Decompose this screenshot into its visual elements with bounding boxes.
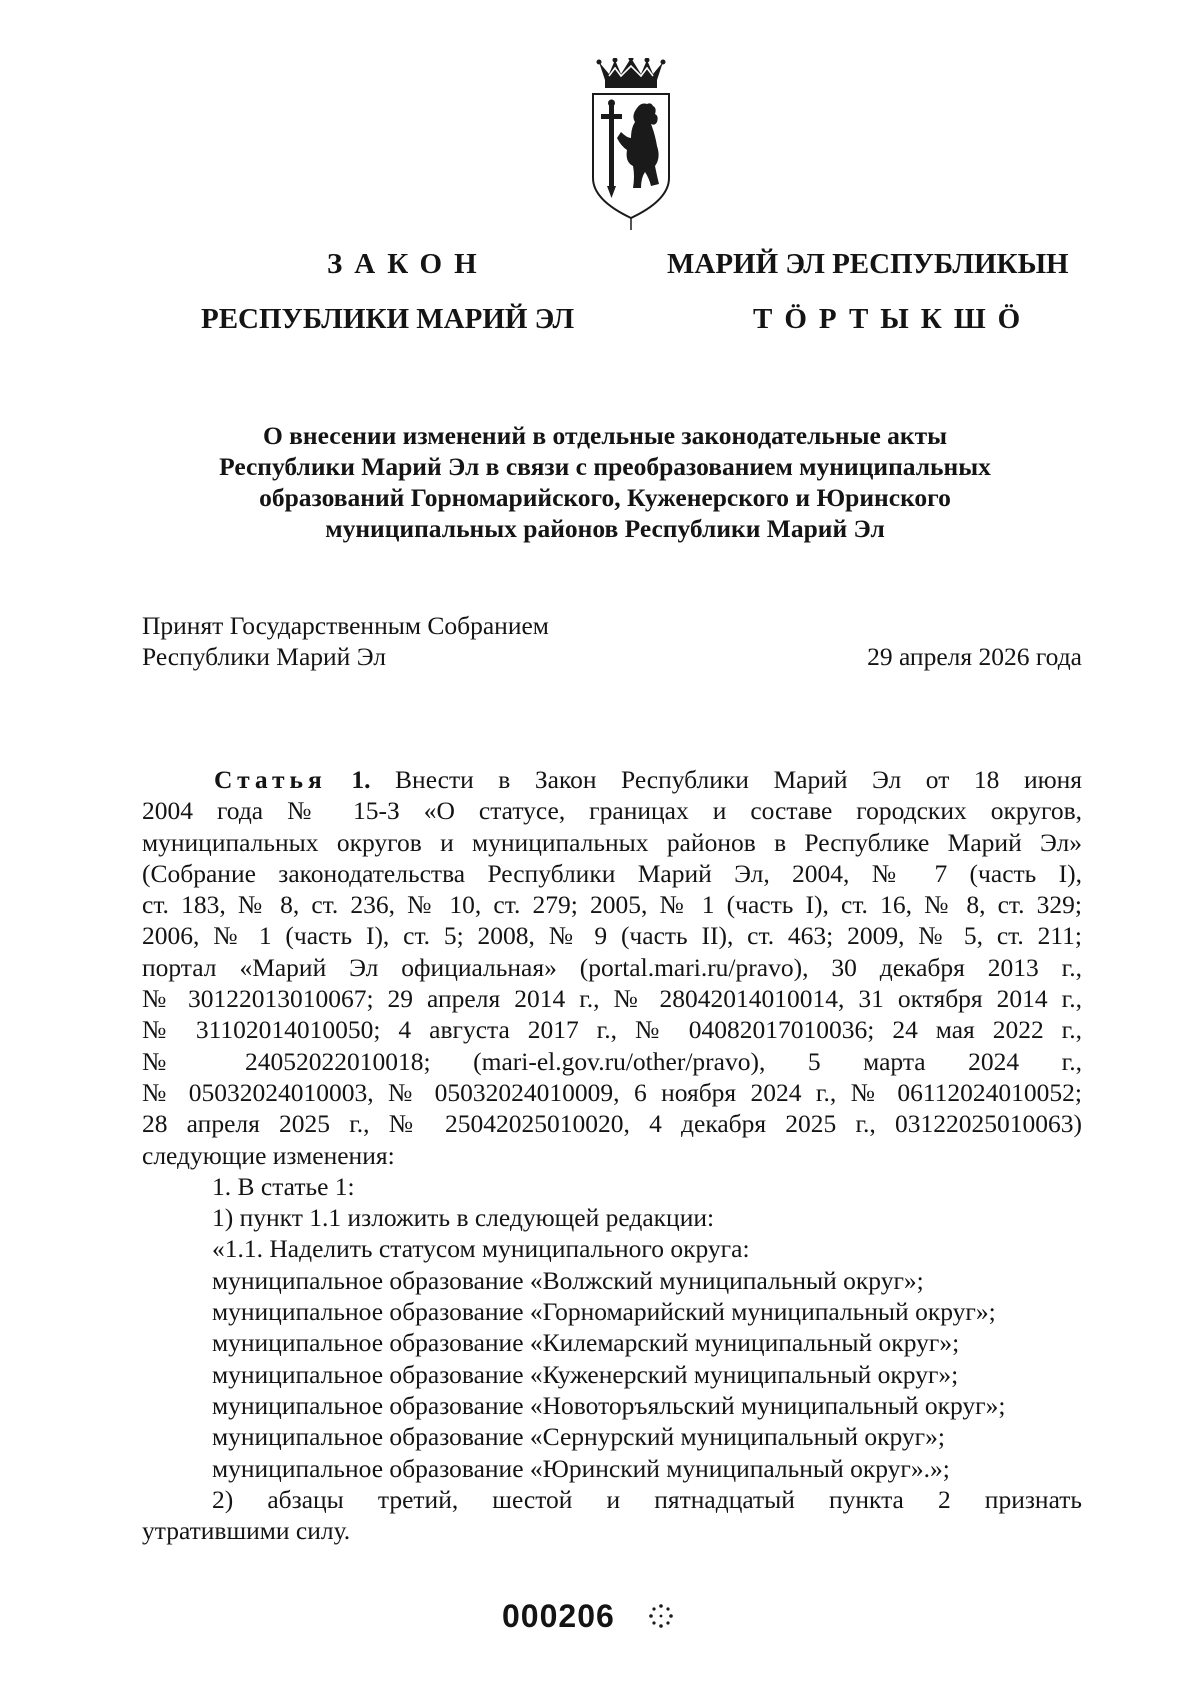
adopted-line: Республики Марий Эл (142, 642, 386, 671)
municipal-item: муниципальное образование «Горномарийский муниципальный округ»; (212, 1297, 996, 1327)
title-line: Республики Марий Эл в связи с преобразованием муниципальных (219, 452, 991, 481)
municipal-item: муниципальное образование «Юринский муниципальный округ».»; (212, 1453, 950, 1483)
body-line: № 30122013010067; 29 апреля 2014 г., № 28042014010014, 31 октября 2014 г., (142, 984, 1082, 1014)
article-text: Внести в Закон Республики Марий Эл от 18 июня (395, 765, 1082, 794)
stamp-dots-icon (648, 1603, 674, 1629)
title-line: муниципальных районов Республики Марий Эл (325, 514, 885, 543)
body-line: (Собрание законодательства Республики Марий Эл, 2004, № 7 (часть I), (142, 858, 1082, 888)
article-1 (142, 764, 1082, 1546)
item-1: 1. В статье 1: (212, 1171, 355, 1201)
law-title (130, 420, 1080, 544)
municipal-item: муниципальное образование «Куженерский муниципальный округ»; (212, 1359, 959, 1389)
header-zakon: ЗАКОН (327, 248, 489, 280)
header-republic-ru: РЕСПУБЛИКИ МАРИЙ ЭЛ (201, 303, 575, 335)
subitem-2: 2) абзацы третий, шестой и пятнадцатый пункта 2 признать (212, 1484, 1082, 1514)
body-line: 2006, № 1 (часть I), ст. 5; 2008, № 9 (часть II), ст. 463; 2009, № 5, ст. 211; (142, 921, 1082, 951)
mari-el-coat-of-arms-icon (585, 58, 677, 234)
municipal-item: муниципальное образование «Новоторъяльский муниципальный округ»; (212, 1390, 1006, 1420)
body-line: муниципальных округов и муниципальных районов в Республике Марий Эл» (142, 827, 1082, 857)
municipal-item: муниципальное образование «Волжский муниципальный округ»; (212, 1265, 924, 1295)
header-tortykshyo: ТӦРТЫКШӦ (753, 303, 1033, 335)
article-label: Статья (214, 765, 327, 794)
subitem-1: 1) пункт 1.1 изложить в следующей редакции: (212, 1203, 715, 1233)
body-line: 28 апреля 2025 г., № 25042025010020, 4 декабря 2025 г., 03122025010063) (142, 1109, 1082, 1139)
title-line: образований Горномарийского, Куженерского и Юринского (259, 483, 951, 512)
article-first-line (142, 764, 1082, 795)
adopted-line: Принят Государственным Собранием (142, 611, 549, 640)
body-line: № 05032024010003, № 05032024010009, 6 ноября 2024 г., № 06112024010052; (142, 1077, 1082, 1107)
quote-intro: «1.1. Наделить статусом муниципального округа: (212, 1234, 750, 1264)
municipal-item: муниципальное образование «Килемарский муниципальный округ»; (212, 1328, 960, 1358)
body-line: № 31102014010050; 4 августа 2017 г., № 04082017010036; 24 мая 2022 г., (142, 1015, 1082, 1045)
title-line: О внесении изменений в отдельные законодательные акты (262, 421, 948, 450)
body-line: 2004 года № 15-З «О статусе, границах и составе городских округов, (142, 796, 1082, 826)
adopted-date: 29 апреля 2026 года (867, 642, 1082, 671)
article-number: 1. (351, 765, 371, 794)
subitem-2-end: утратившими силу. (142, 1516, 351, 1546)
municipal-item: муниципальное образование «Сернурский муниципальный округ»; (212, 1422, 945, 1452)
body-line: следующие изменения: (142, 1140, 395, 1170)
adopted-by (142, 610, 549, 672)
header-republic-mari: МАРИЙ ЭЛ РЕСПУБЛИКЫН (667, 248, 1069, 280)
body-line: портал «Марий Эл официальная» (portal.mari.ru/pravo), 30 декабря 2013 г., (142, 952, 1082, 982)
page-number: 000206 (502, 1598, 615, 1634)
body-line: ст. 183, № 8, ст. 236, № 10, ст. 279; 2005, № 1 (часть I), ст. 16, № 8, ст. 329; (142, 890, 1082, 920)
body-line: № 24052022010018; (mari-el.gov.ru/other/pravo), 5 марта 2024 г., (142, 1046, 1082, 1076)
